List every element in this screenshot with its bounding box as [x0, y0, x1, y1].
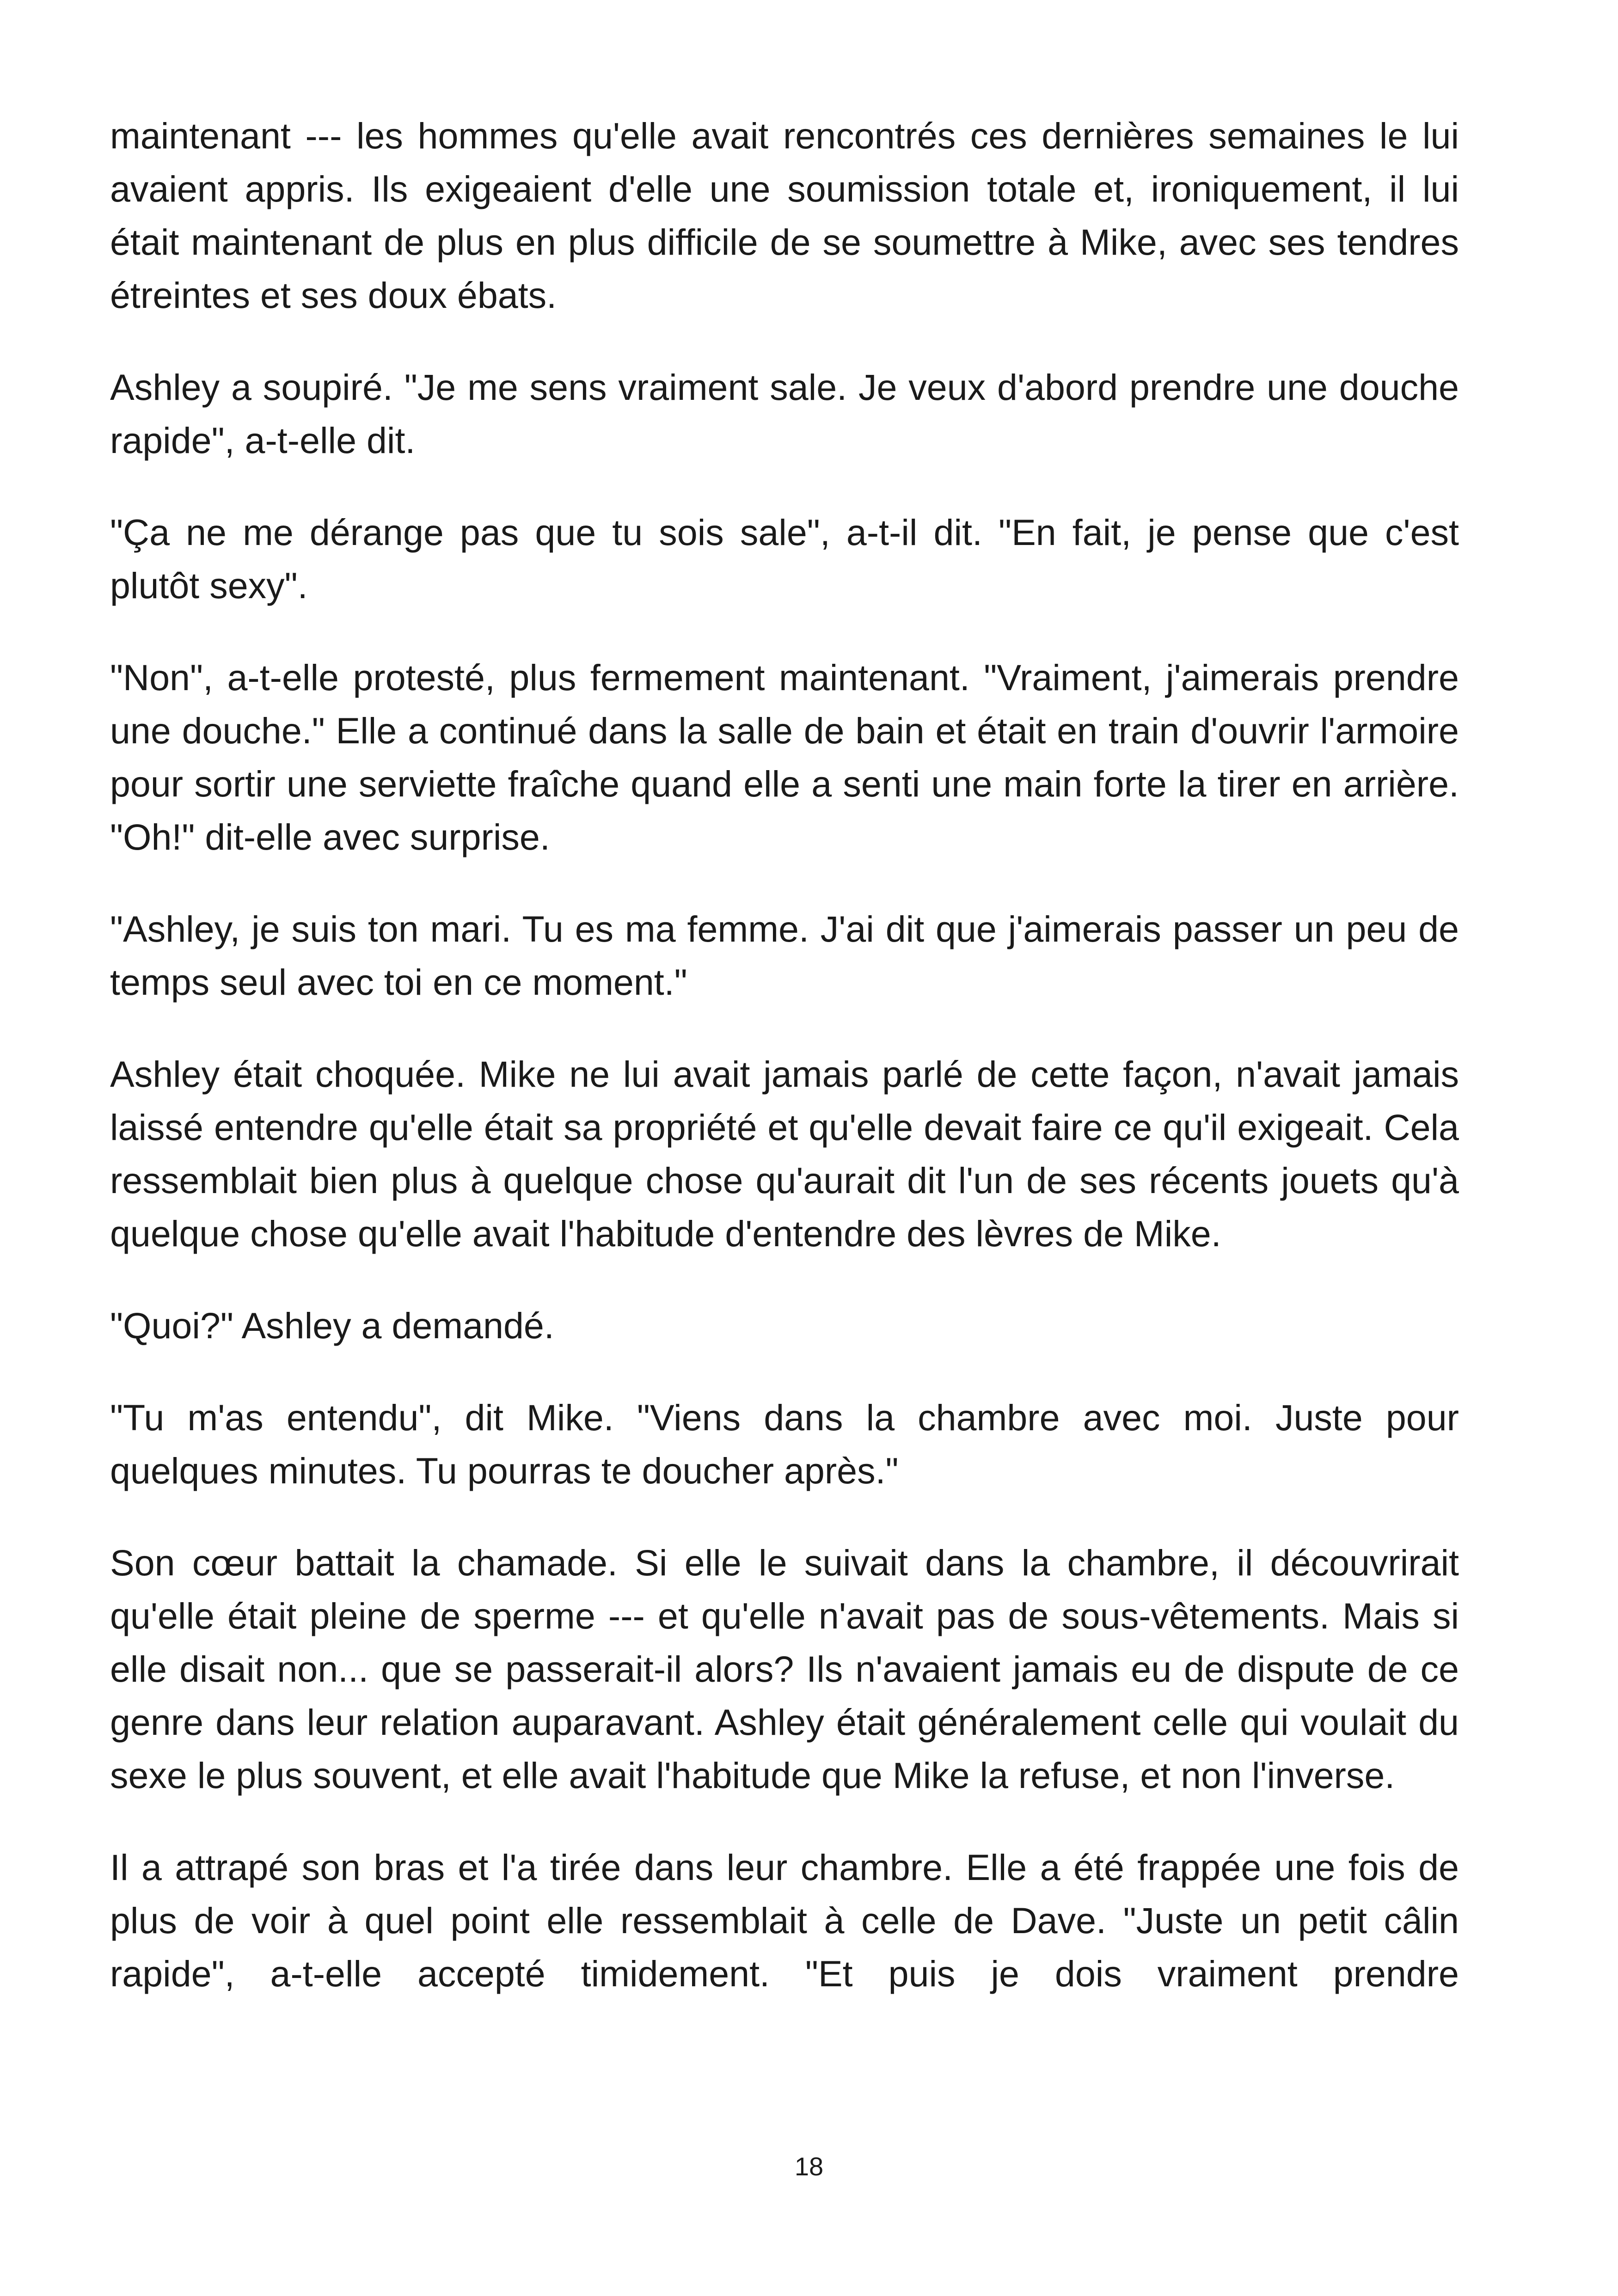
body-text	[110, 109, 1459, 2000]
paragraph-9: Son cœur battait la chamade. Si elle le suivait dans la chambre, il découvrirait qu'elle était pleine de sperme --- et qu'elle n'avait pas de sous-vêtements. Mais si elle disait non... que se passerait-il alors? Ils n'avaient jamais eu de dispute de ce genre dans leur relation auparavant. Ashley était généralement celle qui voulait du sexe le plus souvent, et elle avait l'habitude que Mike la refuse, et non l'inverse.	[110, 1542, 1459, 1796]
paragraph-1: maintenant --- les hommes qu'elle avait rencontrés ces dernières semaines le lui avaient appris. Ils exigeaient d'elle une soumission totale et, ironiquement, il lui était maintenant de plus en plus difficile de se soumettre à Mike, avec ses tendres étreintes et ses doux ébats.	[110, 115, 1459, 316]
paragraph-3: "Ça ne me dérange pas que tu sois sale", a-t-il dit. "En fait, je pense que c'est plutôt sexy".	[110, 512, 1459, 606]
paragraph-2: Ashley a soupiré. "Je me sens vraiment sale. Je veux d'abord prendre une douche rapide", a-t-elle dit.	[110, 367, 1459, 461]
paragraph-6: Ashley était choquée. Mike ne lui avait jamais parlé de cette façon, n'avait jamais laissé entendre qu'elle était sa propriété et qu'elle devait faire ce qu'il exigeait. Cela ressemblait bien plus à quelque chose qu'aurait dit l'un de ses récents jouets qu'à quelque chose qu'elle avait l'habitude d'entendre des lèvres de Mike.	[110, 1053, 1459, 1254]
paragraph-5: "Ashley, je suis ton mari. Tu es ma femme. J'ai dit que j'aimerais passer un peu de temps seul avec toi en ce moment."	[110, 908, 1459, 1003]
page-number: 18	[794, 2152, 824, 2181]
paragraph-4: "Non", a-t-elle protesté, plus fermement maintenant. "Vraiment, j'aimerais prendre une douche." Elle a continué dans la salle de bain et était en train d'ouvrir l'armoire pour sortir une serviette fraîche quand elle a senti une main forte la tirer en arrière. "Oh!" dit-elle avec surprise.	[110, 657, 1459, 857]
paragraph-7: "Quoi?" Ashley a demandé.	[110, 1305, 554, 1346]
paragraph-10: Il a attrapé son bras et l'a tirée dans leur chambre. Elle a été frappée une fois de plus de voir à quel point elle ressemblait à celle de Dave. "Juste un petit câlin rapide", a-t-elle accepté timidement. "Et puis je dois vraiment prendre	[110, 1847, 1459, 1994]
paragraph-8: "Tu m'as entendu", dit Mike. "Viens dans la chambre avec moi. Juste pour quelques minutes. Tu pourras te doucher après."	[110, 1397, 1459, 1491]
